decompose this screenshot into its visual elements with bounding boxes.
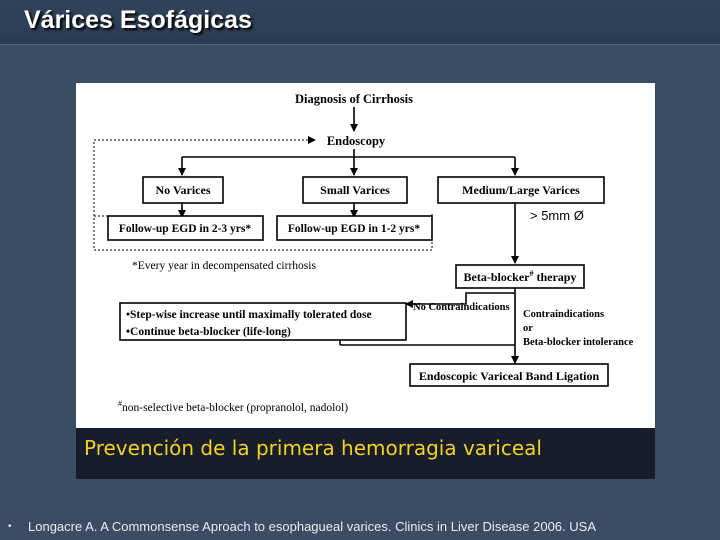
small-varices-label: Small Varices (320, 183, 390, 197)
reference-footnote (8, 518, 708, 536)
or-label: or (523, 323, 533, 334)
caption-band (76, 428, 655, 479)
slide-caption: Prevención de la primera hemorragia variceal (84, 436, 542, 460)
diagnosis-label: Diagnosis of Cirrhosis (294, 92, 414, 106)
followup-small-varices-label: Follow-up EGD in 1-2 yrs* (287, 223, 421, 235)
reference-text: Longacre A. A Commonsense Aproach to esophagueal varices. Clinics in Liver Disease 2006. USA (28, 519, 596, 534)
beta-blocker-footnote: #non-selective beta-blocker (propranolol, nadolol) (118, 399, 349, 414)
title-bar (0, 0, 720, 45)
no-contraindications-label: No Contraindications (413, 302, 510, 313)
beta-blocker-label: Beta-blocker# therapy (463, 269, 577, 284)
size-note: > 5mm Ø (530, 208, 584, 223)
no-varices-label: No Varices (155, 183, 211, 197)
decompensated-note: *Every year in decompensated cirrhosis (132, 260, 316, 272)
bullet-icon: • (8, 521, 12, 532)
followup-no-varices-label: Follow-up EGD in 2-3 yrs* (118, 223, 252, 235)
medium-large-varices-label: Medium/Large Varices (462, 183, 580, 197)
slide-content-panel (76, 83, 655, 479)
stepwise-line-1: •Step-wise increase until maximally tolerated dose (126, 309, 372, 321)
cirrhosis-flowchart (76, 83, 655, 428)
stepwise-line-2: •Continue beta-blocker (life-long) (126, 326, 291, 338)
bb-intolerance-label: Beta-blocker intolerance (523, 337, 634, 348)
evl-label: Endoscopic Variceal Band Ligation (418, 369, 600, 383)
endoscopy-label: Endoscopy (326, 134, 386, 148)
contraindications-label: Contraindications (523, 309, 605, 320)
slide-title: Várices Esofágicas (24, 6, 252, 34)
